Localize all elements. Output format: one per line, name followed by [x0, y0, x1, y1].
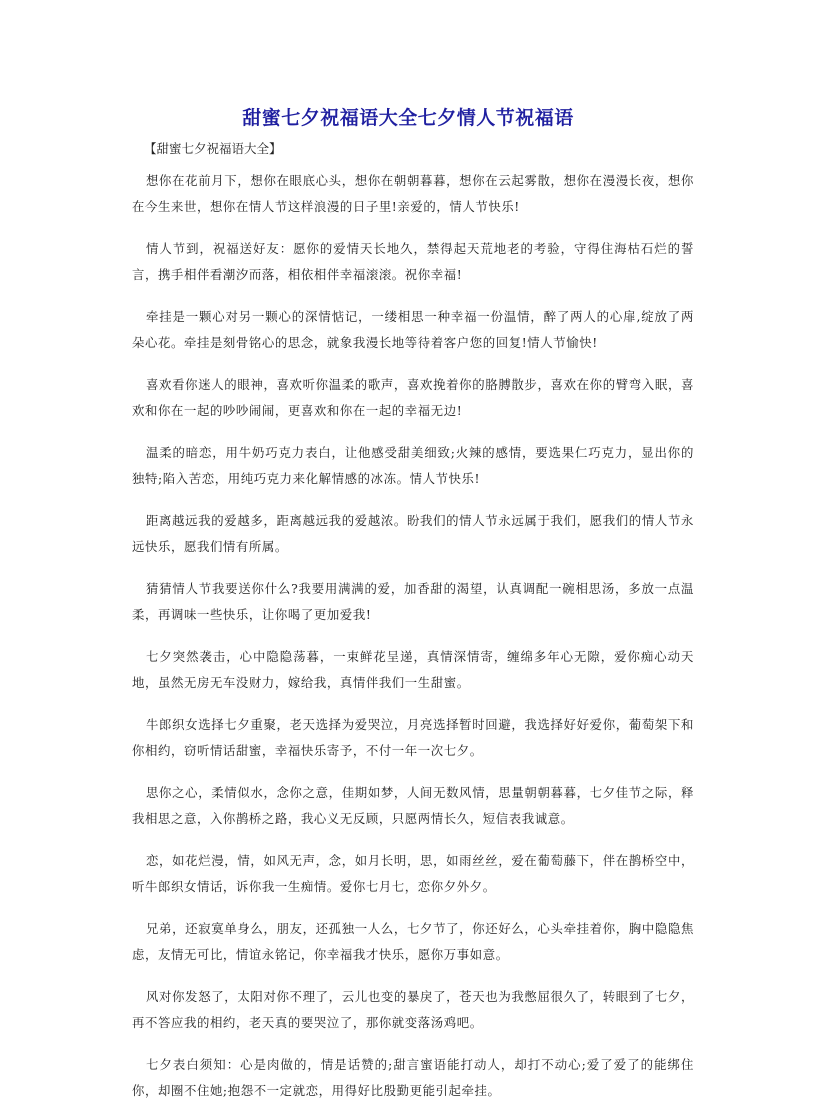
document-body — [132, 168, 694, 1120]
section-heading: 【甜蜜七夕祝福语大全】 — [144, 141, 282, 156]
paragraph: 牛郎织女选择七夕重聚，老天选择为爱哭泣，月亮选择暂时回避，我选择好好爱你，葡萄架下和你相约，窃听情话甜蜜，幸福快乐寄予，不付一年一次七夕。 — [132, 717, 694, 758]
paragraph: 想你在花前月下，想你在眼底心头，想你在朝朝暮暮，想你在云起雾散，想你在漫漫长夜，想你在今生来世，想你在情人节这样浪漫的日子里!亲爱的，情人节快乐! — [132, 173, 694, 214]
paragraph: 兄弟，还寂寞单身么，朋友，还孤独一人么，七夕节了，你还好么，心头牵挂着你，胸中隐隐焦虑，友情无可比，情谊永铭记，你幸福我才快乐，愿你万事如意。 — [132, 921, 694, 962]
paragraph: 思你之心，柔情似水，念你之意，佳期如梦，人间无数风情，思量朝朝暮暮，七夕佳节之际，释我相思之意，入你鹊桥之路，我心义无反顾，只愿两情长久，短信表我诚意。 — [132, 785, 694, 826]
paragraph: 风对你发怒了，太阳对你不理了，云儿也变的暴戾了，苍天也为我憋屈很久了，转眼到了七夕，再不答应我的相约，老天真的要哭泣了，那你就变落汤鸡吧。 — [132, 989, 694, 1030]
paragraph: 猜猜情人节我要送你什么?我要用满满的爱，加香甜的渴望，认真调配一碗相思汤，多放一点温柔，再调味一些快乐，让你喝了更加爱我! — [132, 581, 694, 622]
paragraph: 七夕表白须知：心是肉做的，情是话赞的;甜言蜜语能打动人，却打不动心;爱了爱了的能绑住你，却圈不住她;抱怨不一定就恋，用得好比殷勤更能引起牵挂。 — [132, 1057, 694, 1098]
paragraph: 温柔的暗恋，用牛奶巧克力表白，让他感受甜美细致;火辣的感情，要选果仁巧克力，显出你的独特;陷入苦恋，用纯巧克力来化解情感的冰冻。情人节快乐! — [132, 445, 694, 486]
paragraph: 牵挂是一颗心对另一颗心的深情惦记，一缕相思一种幸福一份温情，醉了两人的心扉,绽放了两朵心花。牵挂是刻骨铭心的思念，就象我漫长地等待着客户您的回复!情人节愉快! — [132, 309, 694, 350]
paragraph: 情人节到，祝福送好友：愿你的爱情天长地久，禁得起天荒地老的考验，守得住海枯石烂的誓言，携手相伴看潮汐而落，相依相伴幸福滚滚。祝你幸福! — [132, 241, 694, 282]
document-title: 甜蜜七夕祝福语大全七夕情人节祝福语 — [242, 107, 574, 129]
paragraph: 喜欢看你迷人的眼神，喜欢听你温柔的歌声，喜欢挽着你的胳膊散步，喜欢在你的臂弯入眠，喜欢和你在一起的吵吵闹闹，更喜欢和你在一起的幸福无边! — [132, 377, 694, 418]
paragraph: 恋，如花烂漫，情，如风无声，念，如月长明，思，如雨丝丝，爱在葡萄藤下，伴在鹊桥空中，听牛郎织女情话，诉你我一生痴情。爱你七月七，恋你夕外夕。 — [132, 853, 694, 894]
paragraph: 七夕突然袭击，心中隐隐荡暮，一束鲜花呈递，真情深情寄，缠绵多年心无隙，爱你痴心动天地，虽然无房无车没财力，嫁给我，真情伴我们一生甜蜜。 — [132, 649, 694, 690]
paragraph: 距离越远我的爱越多，距离越远我的爱越浓。盼我们的情人节永远属于我们，愿我们的情人节永远快乐，愿我们情有所属。 — [132, 513, 694, 554]
